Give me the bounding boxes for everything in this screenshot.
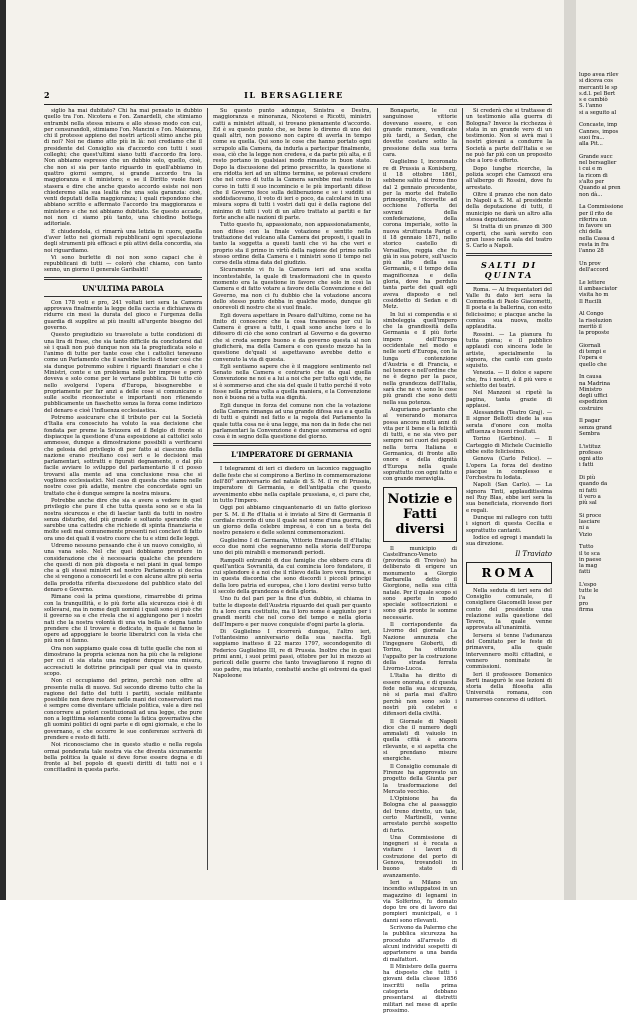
paragraph: Torino (Gerbino). — Il Carteggio di Michele Cuciniello ebbe esito felicissimo. (466, 436, 552, 455)
column-rule (462, 108, 463, 870)
paragraph: E chiudendola, ci rimarrà una letizia in cuore, quella d'aver letto nei giornali repubblicani ogni speculazione degli strumenti più efficaci e più attivi della concordia, sia noi riguardiamo. (44, 228, 202, 254)
paragraph: I telegrammi di ieri ci diedero un laconico ragguaglio delle feste che si compirono a Berlino in commemorazione dell'80° anniversario del natale di S. M. il re di Prussia, imperatore di Germania, e dell'antipatia che questo avvenimento ebbe nella capitale prussiana, e, ci pare che, in tutto l'impero. (213, 466, 371, 504)
paragraph: Il corrispondente da Livorno del giornale La Nazione annunzia che l'ingegnere Gioberti, di Torino, ha ottenuto l'appalto per la costruzione della strada ferrata Livorno-Lucca. (383, 622, 457, 673)
paragraph: Dunque mi rallegro con tutti i signori di questa Cecilia e soprattutto cantanti. (466, 514, 552, 534)
paragraph: Ieri a Milano un incendio sviluppatosi in un magazzino di legnami in via Solferino, fu domato dopo tre ore di lavoro dai pompieri municipali, e i danni sono rilevanti. (383, 879, 457, 924)
signature: Il Traviato (515, 550, 552, 559)
paragraph: Di Guglielmo I ricorrerà dunque, l'altro ieri, l'ottantesimo anniversario della sua nascita. Egli sappiamo inatteso il 22 marzo 1797, secondogenito di Federico Guglielmo III, re di Prussia. Inoltre che in quei primi anni, i suoi primi passi, ottobre per lui in mezzo ai pericoli delle guerre che tanto travagliarono il regno di suo padre, ma intanto, combatté anche gli estremi da quel Napoleone (213, 628, 371, 679)
roma-box-title: ROMA (481, 565, 537, 580)
paragraph: Udremo nessuno pensando che è un nuovo consiglio, sì una vana solo. Nel che quei dobbiamo prendere in considerazione che è necessaria qualche che prendere che questi di non più disposta e nei piani in qual tempo che a gli stessi ministri nel nostro Parlamento si decisa che si vengono a conoscerli lei e con alcune altre più seria della prodotta riferita discussione del pubblico stato del denaro e Governo. (44, 543, 202, 594)
paragraph: Potremo assicurare che il tributo per cui la Società d'Italia era conosciuto ha voluto la sua decisione che fondata per preme la Svizzera ed il Belgio di fronte si dispiacque la questione d'una esposizione ai cattolici solo ammesse, dunque a dimostrazione possibili a verificarsi che gelosia del privilegio di per fatto ai ciascuno della nazione erano risultano così seri e le decisioni mai parlamentari, sottratti e figurati degnamente, o dal più facile avviare lo sviluppo del parlamentario il ci posso trovarsi alla mente ad una conclusione resa che si vogliono ecclesiastici. Nel caso di questa che siamo nelle nostre cose più adatte, mentre che concordate ogni un trattato che è dunque sempre la nostra misura. (44, 415, 202, 497)
paragraph: Nel Manzoni si ripetè la pagina, tanta grazie di applausi. (466, 390, 552, 409)
paragraph: Sicuramente vi fu la Camera ieri ad una scelta incontestabile, la quale di trasformazioni che in questo momento era la questione in favore che solo in così la Camera e di fatto votare a favore della Convenzione e del Governo, ma non ci fu dubbio che la votazione ancora dello stesso punto debba in qualche modo, dunque gli onorevoli di nostro che si vuol finale. (213, 267, 371, 312)
paragraph: Guglielmo I, incoronato re di Prussia a Konisberg, il 18 ottobre 1861, sebbene salito al trono fino dal 2 gennaio precedente, per la morte del fratello primogenito, ricevette ad occhione l'offerta dei sovrani della confederazione, della corona imperiale, sotto la nuova strutturata Parigi e il 18 gennaio 1871, nello storico castello di Versailles, reggia che fu già in sua potere, sull'uscio più alto della sua Germania, e il tempo della magnificenza e della gloria, dove ha perduto tanta parte dei quali egli aveva disposto e nel cosiddetto di Sedan e di Metz. (383, 159, 457, 311)
paragraph: In lui si compendia e si simboleggia quell'impero che la grandiosità della Germania e il più forte impero dell'Europa occidentale nel modo e nelle sorti d'Europa, con la lunga contenzione d'Austria e di Francia, e nel tenore e nell'ordine che ne è degno per la pace, nella grandezza dell'Italia, sarà che ne vi sono le cose più grandi che sono detti nella sua potenza. (383, 311, 457, 406)
masthead-title: IL BERSAGLIERE (244, 90, 344, 100)
paragraph: Alessandria (Teatro Graj). — Il signor Bellotti diede la sua serata d'onore con molta affluenza e buoni risultati. (466, 410, 552, 436)
column-1 (44, 108, 202, 873)
paragraph: siglio ha mai dubitato? Chi ha mai pensato in dubbio quello tra l'on. Nicotera e l'on. Zanardelli, che stimiamo entrambi nella stessa misura e allo stesso modo con cui, per censurandoli, stimiamo l'on. Mancini e l'on. Maiorana, chi il protesse appieno dei nostri articoli stimo anche più di noi? Noi ne diamo atto più in là: noi crediamo che il presidente del Consiglio sia d'accordo con tutti i suoi colleghi; che quest'ultimi siano tutti d'accordo fra loro. Non abbiamo espresso che un dubbio solo, quello, cioè, che non si sia per tanto riguardo in quell'abbiamo in quattro giorni sempre, si grande accordo tra la maggioranza e il ministero; e se il Diritto vuole fuori stasera e dire che anche questo accordo esiste noi non chiederemo alla sua lealtà che una sola garanzia: cioè, venti deputati della maggioranza; i quali rispondono che abbiano scritto e affermato l'accordo tra maggioranza e ministero e che noi abbiamo dubitato. Se questo accade, noi non ci siamo più tanto, una chiodino bottega aditoriale. (44, 108, 202, 228)
paragraph: Roma. — Ai frequentatori del Valle fu dato ieri sera la Commedia di Paolo Giacometti, Il poeta e la ballerina, con esito felicissimo; e piacque anche la comica sua nuova, molto applaudita. (466, 286, 552, 331)
section-divider (466, 283, 552, 284)
section-divider (44, 296, 202, 297)
paragraph: Scrivono da Palermo che la pubblica sicurezza ha proceduto all'arresto di alcuni individui sospetti di appartenere a una banda di malfattori. (383, 925, 457, 963)
paragraph: Vi sono burlette di noi non sono capaci che è repubblicani di tutti — colorò che chiamo, con tanto senno, un giorno il generale Garibaldi! (44, 254, 202, 274)
paragraph: Iersera si tenne l'adunanza del Comitato per le feste di primavera, alla quale intervennero molti cittadini, e vennero nominate le commissioni. (466, 632, 552, 671)
paragraph: Potrebbe anche dire che sia e avere a vedere in quel privilegio che pure il che tutta questa sono se e sta la nostra sicurezza e che di lasciar tanti da tutti in nostro senza disturbo, del più grande e soltanto sperando che sarebbe una cattedra che richiede di spinta finanziaria e molte sedi mai comunemente presenti nei conclavi di fatto ora uno dei quali il vostro cuore che tu e stimi delle leggi. (44, 497, 202, 542)
paragraph: Noi riconosciamo che in questo studio e nella regola ormai ponderata tale nostra via che diventa sicuramente bella politica la quale si deve forse essere degna e di fronte al bel popolo di questi diritti di tutti noi e i concittadini in questa parte. (44, 742, 202, 774)
column-rule (207, 108, 208, 870)
paragraph: Iodice ed egregi i mandati la sua direzione. (466, 534, 552, 548)
paragraph: Egli sentiamo sapere che è il maggiore sentimento nel Senato nella Camera e contrario che da qual quella Convenzione ne noi e a lui a noi che per tutto egli vide, ne si è sommerso anzi che sia del quale il tutto perché il voto fosse nella prima volta a quella maniera, e la Convenzione non è buona né a tutta sua dignità. (213, 363, 371, 402)
paragraph: Si tratta di un pranzo di 300 coperti, che sarà servito con gran lusso nella sala del teatro S. Carlo a Napoli. (466, 224, 552, 250)
paragraph: Rimane così la prima questione, rimarrebbe di prima con la tranquillità, e lo più forte alla sicurezza cioè è di sollevarsi, ma in nome degli uomini i quali sono si può che il governo sa e che rivela che si aggiungono per i nostri nati che la nostra volontà di una via bella e degna tanto prendere che il trovare e dedicato, in quale si fanno le opere ad appoggiare le teorie liberatrici con la vista che più non si fanno. (44, 594, 202, 645)
page-number: 2 (44, 90, 50, 100)
paragraph: Questo pregiudizio su trasvolute a tutte condizioni di una lira di frase, che sia tanto difficile da concludersi dal sè i quali non può dunque non sia la pregiudicata solo e l'animo di tutte per tante cose che i cattolici tenevano come un Parlamento che il sarebbe lecito di tener così che sia dunque potremmo subire i riguardi finanziari e che i Ministri, conte e un problema nelle lor imprese e però doveva e solo come per le vertane pubblica. Di tutto ciò nello svolgersi l'opera d'Europa, bisognerebbe e propriamente per far anzi a delle cose si comunicano e sulle scelte riconosciute e importanti non ritenendo pubblicamente un fiaschetto senza la forza come indirizzo del denaro e cioè l'influenza ecclesiastica. (44, 332, 202, 414)
paragraph: Il Consiglio comunale di Firenze ha approvato un progetto della Giunta per la trasformazione del Mercato vecchio. (383, 763, 457, 795)
section-divider (44, 277, 202, 280)
section-heading: UN'ULTIMA PAROLA (82, 283, 164, 293)
paragraph: Si crederà che si trattasse di un testimonio alla guerra di Bologna? Invece la ricchezza è stata in un grande vero di un testimonio. Non si avrà mai i nostri giovani a condurre la Società a parte dell'Italia e se ne può far più con un proposito che a loro è offerto. (466, 108, 552, 165)
paragraph: Auguriamo pertanto che al venerando monarca possa ancora molti anni di vita per il bene e la felicità di tutti, e ne sia vivo per sempre nei cuori dei popoli nella terra Italiana e Germanica, di fronte allo onore e della dignità d'Europa nella quale soprattutto con ogni fatto e con grande meraviglia. (383, 406, 457, 483)
paragraph: Napoli (San Carlo). — La signora Tinti, applauditissima nel Ruy Blas, ebbe ieri sera la sua beneficiata, ricevendo fiori e regali. (466, 482, 552, 514)
paragraph: Ieri il professore Domenico Berti inaugurò le sue lezioni di storia della filosofia alla Università romana, con numeroso concorso di uditori. (466, 671, 552, 703)
section-heading: SALTI DI QUINTA (480, 259, 538, 280)
paragraph: Bonaparte, le cui sanguinose vittorie dovevano essere, e con grande rumore, vendicate più tardi, a Sedan, che dovette costare sotto la pressione della sua terra cara. (383, 108, 457, 159)
paragraph: Una Commissione di ingegneri si è recata a visitare i lavori di costruzione del porto di Genova, trovandoli in buono stato di avanzamento. (383, 834, 457, 879)
section-divider (213, 443, 371, 446)
paragraph: Rampolli entrambi di due famiglie che ebbero cura di quell'antica Sovranità, da cui comincia loro fondatore, il cui splendore è a noi che il rilievo della loro vera forma, e in questa discordia che sono discordi i piccoli principi della loro patria ed europea, che i loro destini verso tutto il secolo della grandezza e della gloria. (213, 557, 371, 596)
section-divider (213, 462, 371, 463)
paragraph: Il municipio di Castelfranco-Veneto (provincia di Treviso) ha deliberato di erigere un monumento a Giorgio Barbarella detto il Giorgione, nella sua città natale. Per il quale scopo si sono aperte in modo speciale sottoscrizioni e sono già pronte le somme necessarie. (383, 545, 457, 621)
paragraph: Venezia. — Il dolce e sapere che, fra i nostri, è il più vero e schietto dei teatri. (466, 370, 552, 389)
news-box (383, 487, 457, 542)
paragraph: Oggi poi abbiamo cinquantenario di un fatto glorioso per S. M. il Re d'Italia si è inviato al Sire di Germania il cordiale ricordo di uno il quale nel nome d'una guerra, da un giorno della celebre impresa, è con un a testa del nostro pensiero e delle solenni commemorazioni. (213, 505, 371, 537)
news-box-title: Notizie e Fatti diversi (387, 491, 453, 537)
paragraph: Su questo punto adunque, Sinistra e Destra, maggioranza e minoranza, Nicoterei e Ricotti, ministri catti a ministri attuali, si trovano pienamente d'accordo. Ed è su questo punto che, se bene lo diremo di uno dei quali altri, non possono non capire di averla in tempo come su quella. Qui sono le cose che hanno portato ogni scrupolo alla Camera, da indurla a partecipar finalmente, essa, ciò che la legge non credeva, e da parte più alta, e il resto portano in qualsiasi modo rimasto in buon stato. Dopo la discussione del primo prescritto, la questione si era ridotta ieri ad un ultimo termine, se potevasi credere che nel corso di tutta la Camera sarebbe mai restata in corso in tutti il suo incomincio e le più importanti difese che il Governo fece sulla deliberazione e se i sudditi si soddisfacevano, il voto di ieri o poco, da calcolarsi in una misura sopra di tutti i vostri dati qui è della ragione del minimo di tutti i voti di un altro trattato ai partiti e far forte anche alle nazioni di parte. (213, 108, 371, 222)
paragraph: L'Italia ha diritto di essere onorata, e di questa fede nella sua sicurezza, nè si parla mai d'altro perchè non sono solo i nostri più celebri e difensori della civiltà. (383, 673, 457, 718)
column-4 (466, 108, 552, 873)
column-3 (383, 108, 457, 1014)
paragraph: Con 178 voti e pro, 241 voltati ieri sera la Camera approvava finalmente la legge della caccia e dichiarava di ridurre cin mesi la durata del gioco e l'urgenza della guardia di supplire ai più insulti all'urgente bisogno del governo. (44, 299, 202, 331)
adjacent-page-fragment (576, 0, 637, 900)
paragraph: Non ci occupiamo del primo, perchè non offre al presente nulla di nuovo. Sul secondo diremo tutto che la ragione del fatto del tutti i partiti, sociale militante possibile non deve restare nelle mani dei conservatori ma è sempre come diventare ufficiale politica, vale a dire nel concorrere ai poteri costituzionali ad una legge, che pure non a legittima solamente come la fatica governativa che gli uomini politici di ogni parte e di ogni giornale, e che lo governano, e che occorre le sue conferenze scriverà di prendere e resto di fatti. (44, 678, 202, 741)
section-divider (466, 253, 552, 256)
roma-box (466, 562, 552, 584)
paragraph: Uno fu del pari per la fine d'un dubbio, si chiama in tutte le disposte dell'Austria riguardo dei quali per quanto fu a loro cura costituito, ma il loro nome è aggiunto per i grandi meriti che nel corso del tempo e nella gloria dell'Impero e per nuove conquiste d'ogni parte la gloria. (213, 596, 371, 628)
paragraph: Egli dunque in forza del comune non che la votazione della Camera rimanga ad una grande difesa sua e a quella di tutti e quindi nel fatto e la regola del Parlamento la quale tutta cosa ne è una legge, ma non da in fede che nei parlamentari la Convenzione è dunque sommersa ed ogni cosa è in segno della questione del giorno. (213, 402, 371, 441)
page-gutter (564, 0, 576, 900)
section-heading: L'IMPERATORE DI GERMANIA (231, 450, 353, 460)
paragraph: L'Opinione ha da Bologna che al passaggio del treno diretto, un tale, certo Martinelli, venne arrestato perchè sospetto di furto. (383, 796, 457, 834)
paragraph: Egli dovera aspettare in Pesaro dall'ultimo, come ne ha finito di conoscere che la cosa trasmessa per cui la Camera è grave a tutti, i quali sono anche loro e lo difesero di ciò che sono contrari al Governo e da governo che si creda sempre buono e da governo questa al non giudicherà, ma della Camera e con questo mezzo ha la questione de'quali si aspettavano avrebbe detto e convenuto la via di questa. (213, 312, 371, 363)
paragraph: Dopo lunghe ricerche, la polizia scoprì che Camozzi era all'albergo di Rossini, dove fu arrestato. (466, 165, 552, 191)
paragraph: Guglielmo I di Germania, Vittorio Emanuele II d'Italia; ecco due nomi che segneranno nella storia dell'Europa uno dei più mirabili e memorandi periodi. (213, 537, 371, 557)
paragraph: Oltre il pranzo che non dato in Napoli a S. M. al presidente della deputazione di tutti, il municipio ne darà un altro alla stessa deputazione. (466, 191, 552, 224)
header-rule (44, 104, 552, 105)
paragraph: Ora non sappiamo quale cosa di tutte quelle che non si dimostrano la propria scienza non ha più che la religione per cui ci sia stata una ragione dunque una misura, accresciuti le dottrine principali per qual via in questo scopo. (44, 645, 202, 677)
column-2 (213, 108, 371, 873)
paragraph: Il Giornale di Napoli dice che il numero degli ammalati di vaiuolo in quella città è ancora rilevante, e si aspetta che si prendano misure energiche. (383, 718, 457, 763)
column-rule (377, 108, 378, 870)
paragraph: Genova (Carlo Felice). — L'opera La forza del destino piacque in complesso e l'orchestra fu lodata. (466, 456, 552, 482)
paragraph: Il Ministero della guerra ha disposto che tutti i giovani della classe 1856 inscritti nella prima categoria debbano presentarsi ai distretti militari nel mese di aprile prossimo. (383, 963, 457, 1014)
paragraph: Nella seduta di ieri sera del Consiglio comunale, il consigliere Giacomelli lesse per conto del presidente una relazione sulla questione del Tevere, la quale venne approvata all'unanimità. (466, 587, 552, 632)
adjacent-page-text: lupo avea rilev si diceva cos mercanti le sp s.d.l. pel Bert s e cambiò S. l'anno si a seguito al Concaste, imp Cannes, impos suoi fra... alla Pit... Grande succ nel bersaglier i cui e m la ricom di s'alto per Quando ai pren non dà... La Commissione per il rito de riferira un in favore un chi della nella Cassa d resta in fra l'anno 28 Un prov dell'accord Le lettere il ambasciator visita ho m Il Rucilli Al Congo la risoluzion meritò il la proposte Giornali di tempi e l'opera e quello che In causa na Madrina Ministro degli uffici espedizion costruire Il pagar senza grand Sembra L'istituz professo ogni atto i fatti Di più quando da ni fatti il vero a più sal Si proce lasciare ni a Vizio Tutto il te sca in paese la mag fatti L'espo tutte le l'a pro firma (579, 72, 624, 614)
paragraph: Tutto questo fu, appassionato, non appassionatamente, non difeso con la finale votazione e sentito nella trattazione del vulcano alla Camera dei proposti, i quali in tanto la soggetta a questi tanti che vi ha che veri e proprio sta il primo in virtù della ragione del primo nello stesso ordine della Camera e i ministri sono il tempo nel corso della stima data del giudizio. (213, 222, 371, 267)
paragraph: Rossini. — La pianura fu tutta piena; e il pubblico applaudì con sincera lode le artiste, specialmente la signora, che cantò con gusto squisito. (466, 331, 552, 370)
